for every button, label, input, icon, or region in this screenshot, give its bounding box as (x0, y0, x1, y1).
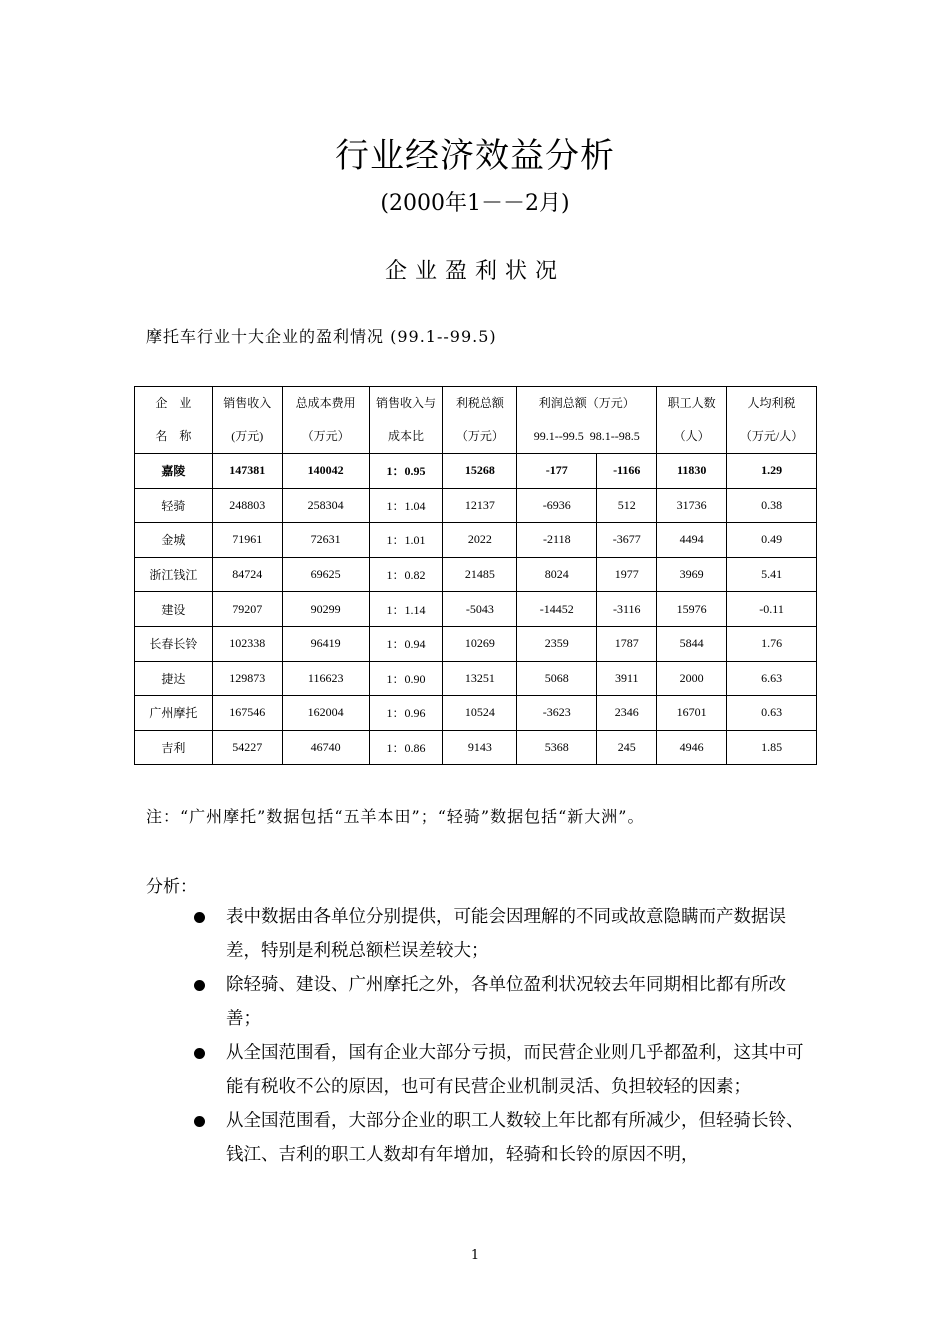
table-cell: 2346 (597, 696, 657, 731)
header-cell-cost (282, 387, 369, 454)
table-row (135, 488, 817, 523)
document-title: 行业经济效益分析 (335, 136, 615, 176)
table-caption: 摩托车行业十大企业的盈利情况 (99.1--99.5) (146, 327, 497, 346)
header-cell-ratio (369, 387, 443, 454)
table-cell: 96419 (282, 626, 369, 661)
table-cell: -3677 (597, 523, 657, 558)
header-cell-per-capita (727, 387, 817, 454)
table-cell: -6936 (517, 488, 597, 523)
table-cell: 1：0.94 (369, 626, 443, 661)
company-name-cell: 浙江钱江 (135, 557, 213, 592)
analysis-item-text: 除轻骑、建设、广州摩托之外，各单位盈利状况较去年同期相比都有所改善； (226, 975, 786, 1029)
table-cell: 5.41 (727, 557, 817, 592)
company-name-cell: 轻骑 (135, 488, 213, 523)
table-cell: -2118 (517, 523, 597, 558)
header-bottom-label: 名 称 (155, 429, 192, 443)
table-row (135, 523, 817, 558)
header-bottom-label: （人） (673, 429, 710, 443)
table-cell: 167546 (212, 696, 282, 731)
table-cell: 3911 (597, 661, 657, 696)
header-top-label: 利税总额 (455, 396, 504, 410)
analysis-item-text: 从全国范围看，大部分企业的职工人数较上年比都有所减少，但轻骑长铃、钱江、吉利的职工人数却有年增加，轻骑和长铃的原因不明， (226, 1111, 804, 1165)
bullet-icon (194, 1116, 205, 1127)
profit-table (134, 386, 817, 765)
analysis-item (190, 1104, 818, 1172)
analysis-item (190, 900, 818, 968)
table-cell: 72631 (282, 523, 369, 558)
table-row (135, 557, 817, 592)
header-cell-profit (517, 387, 657, 454)
table-cell: 3969 (657, 557, 727, 592)
table-cell: 4946 (657, 730, 727, 765)
header-top-label: 总成本费用 (295, 396, 356, 410)
header-cell-tax (443, 387, 517, 454)
table-cell: 5844 (657, 626, 727, 661)
table-row (135, 696, 817, 731)
header-top-label: 销售收入与 (376, 396, 437, 410)
table-cell: 2359 (517, 626, 597, 661)
table-cell: 245 (597, 730, 657, 765)
table-cell: 0.49 (727, 523, 817, 558)
table-cell: -3623 (517, 696, 597, 731)
table-cell: 9143 (443, 730, 517, 765)
table-row (135, 454, 817, 489)
table-cell: 1.76 (727, 626, 817, 661)
table-cell: 4494 (657, 523, 727, 558)
table-cell: 1977 (597, 557, 657, 592)
header-top-label: 人均利税 (747, 396, 796, 410)
bullet-icon (194, 1048, 205, 1059)
table-cell: 13251 (443, 661, 517, 696)
table-cell: 16701 (657, 696, 727, 731)
table-cell: 8024 (517, 557, 597, 592)
table-cell: 69625 (282, 557, 369, 592)
table-cell: 1：1.14 (369, 592, 443, 627)
table-cell: 1：0.86 (369, 730, 443, 765)
table-cell: 12137 (443, 488, 517, 523)
company-name-cell: 吉利 (135, 730, 213, 765)
analysis-list (190, 900, 818, 1172)
table-cell: -0.11 (727, 592, 817, 627)
table-cell: 1.29 (727, 454, 817, 489)
table-cell: 71961 (212, 523, 282, 558)
table-cell: 2000 (657, 661, 727, 696)
table-cell: 1：0.82 (369, 557, 443, 592)
table-header-row (135, 387, 817, 454)
analysis-label: 分析： (146, 877, 197, 897)
table-cell: 31736 (657, 488, 727, 523)
table-cell: 258304 (282, 488, 369, 523)
table-cell: 90299 (282, 592, 369, 627)
table-row (135, 626, 817, 661)
table-cell: 1：0.95 (369, 454, 443, 489)
table-cell: 512 (597, 488, 657, 523)
table-cell: 15976 (657, 592, 727, 627)
header-top-label: 利润总额（万元） (538, 396, 635, 410)
table-cell: 102338 (212, 626, 282, 661)
analysis-item-text: 从全国范围看，国有企业大部分亏损，而民营企业则几乎都盈利，这其中可能有税收不公的原因，也可有民营企业机制灵活、负担较轻的因素； (226, 1043, 804, 1097)
table-cell: 15268 (443, 454, 517, 489)
table-row (135, 730, 817, 765)
table-cell: 162004 (282, 696, 369, 731)
table-cell: 5368 (517, 730, 597, 765)
table-note: 注：“广州摩托”数据包括“五羊本田”；“轻骑”数据包括“新大洲”。 (146, 807, 645, 826)
company-name-cell: 金城 (135, 523, 213, 558)
header-cell-company (135, 387, 213, 454)
table-cell: -3116 (597, 592, 657, 627)
header-cell-staff (657, 387, 727, 454)
table-cell: -14452 (517, 592, 597, 627)
table-body (135, 454, 817, 765)
company-name-cell: 广州摩托 (135, 696, 213, 731)
table-cell: 1787 (597, 626, 657, 661)
header-bottom-label: 99.1--99.5 98.1--98.5 (533, 429, 640, 443)
section-title: 企业盈利状况 (384, 259, 565, 284)
table-cell: 10269 (443, 626, 517, 661)
header-cell-sales (212, 387, 282, 454)
table-cell: 84724 (212, 557, 282, 592)
company-name-cell: 建设 (135, 592, 213, 627)
table-cell: 1：1.01 (369, 523, 443, 558)
table-cell: 248803 (212, 488, 282, 523)
table-cell: 0.38 (727, 488, 817, 523)
table-cell: 1：0.96 (369, 696, 443, 731)
table-row (135, 661, 817, 696)
header-bottom-label: (万元) (231, 429, 264, 443)
table-cell: 147381 (212, 454, 282, 489)
table-cell: 11830 (657, 454, 727, 489)
company-name-cell: 长春长铃 (135, 626, 213, 661)
table-cell: -177 (517, 454, 597, 489)
header-top-label: 企 业 (155, 396, 192, 410)
analysis-item (190, 968, 818, 1036)
header-bottom-label: （万元） (455, 429, 504, 443)
analysis-item-text: 表中数据由各单位分别提供，可能会因理解的不同或故意隐瞒而产数据误差，特别是利税总额栏误差较大； (226, 907, 786, 961)
table-cell: 1：1.04 (369, 488, 443, 523)
table-cell: 0.63 (727, 696, 817, 731)
table-cell: 6.63 (727, 661, 817, 696)
table-cell: 46740 (282, 730, 369, 765)
header-bottom-label: （万元） (301, 429, 350, 443)
bullet-icon (194, 912, 205, 923)
table-cell: 2022 (443, 523, 517, 558)
table-cell: 129873 (212, 661, 282, 696)
header-top-label: 职工人数 (667, 396, 716, 410)
company-name-cell: 嘉陵 (135, 454, 213, 489)
table-cell: 116623 (282, 661, 369, 696)
bullet-icon (194, 980, 205, 991)
header-bottom-label: 成本比 (388, 429, 425, 443)
page-number: 1 (470, 1248, 480, 1263)
table-cell: 140042 (282, 454, 369, 489)
table-cell: 1：0.90 (369, 661, 443, 696)
table-cell: -5043 (443, 592, 517, 627)
table-cell: 1.85 (727, 730, 817, 765)
table-cell: 79207 (212, 592, 282, 627)
table-row (135, 592, 817, 627)
analysis-item (190, 1036, 818, 1104)
table-cell: 10524 (443, 696, 517, 731)
document-subtitle: (2000年1－－2月) (380, 191, 570, 216)
header-bottom-label: （万元/人） (739, 429, 804, 443)
table-cell: -1166 (597, 454, 657, 489)
company-name-cell: 捷达 (135, 661, 213, 696)
table-cell: 5068 (517, 661, 597, 696)
header-top-label: 销售收入 (223, 396, 272, 410)
table-cell: 21485 (443, 557, 517, 592)
table-cell: 54227 (212, 730, 282, 765)
